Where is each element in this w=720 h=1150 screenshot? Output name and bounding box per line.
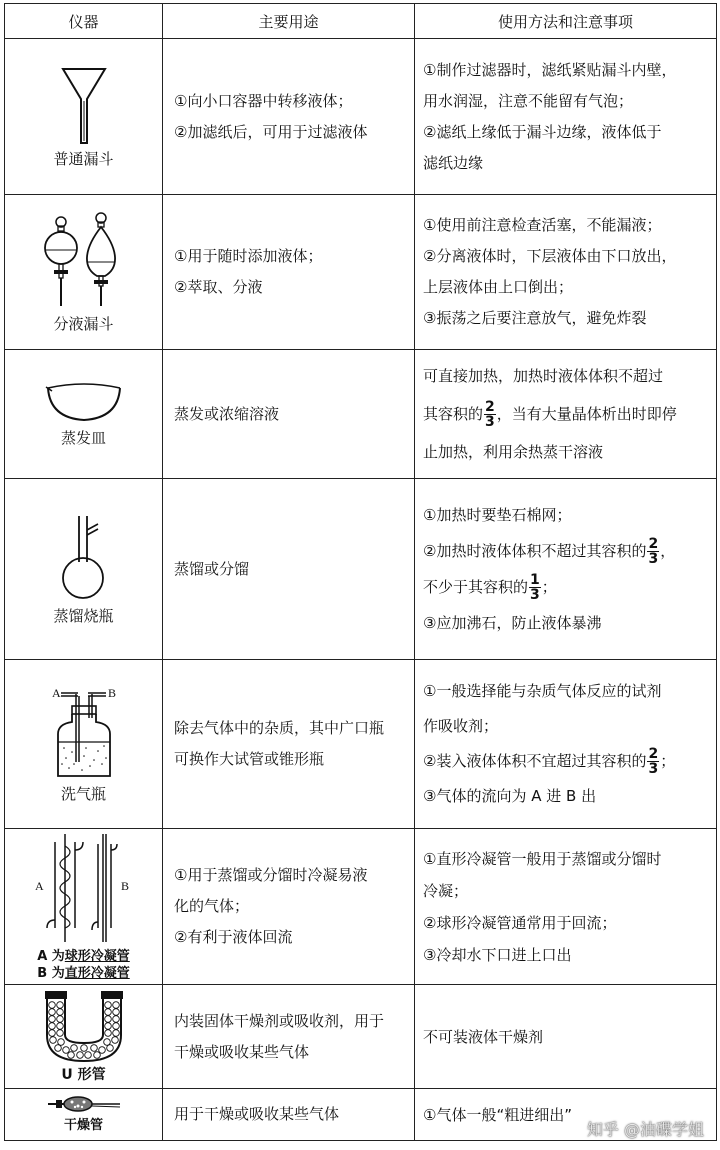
- use-cell: 蒸馏或分馏: [163, 479, 415, 660]
- table-row: [5, 195, 717, 350]
- instrument-name: B 为直形冷凝管: [37, 965, 130, 981]
- u-tube-icon: [39, 989, 129, 1063]
- header-row: [5, 4, 717, 39]
- svg-text:A: A: [34, 878, 44, 893]
- note-cell: ①气体一般“粗进细出”: [415, 1089, 717, 1141]
- funnel-icon: [59, 65, 109, 145]
- drying-tube-icon: [44, 1095, 124, 1117]
- watermark: 知乎 @油碟学姐: [586, 1120, 704, 1139]
- use-cell: ①用于随时添加液体； ②萃取、分液: [163, 195, 415, 350]
- fraction: $\frac{2}{3}$: [485, 399, 495, 430]
- table-row: [5, 660, 717, 829]
- note-cell: ①制作过滤器时，滤纸紧贴漏斗内壁， 用水润湿，注意不能留有气泡； ②滤纸上缘低于漏斗边缘，液体低于 滤纸边缘: [415, 39, 717, 195]
- instrument-name: 蒸馏烧瓶: [53, 607, 114, 625]
- distillation-flask-icon: [54, 512, 114, 602]
- table-row: [5, 39, 717, 195]
- instrument-name: A 为球形冷凝管: [37, 948, 130, 964]
- instrument-cell: [5, 829, 163, 985]
- table-row: [5, 350, 717, 479]
- table-row: [5, 479, 717, 660]
- use-cell: ①用于蒸馏或分馏时冷凝易液 化的气体； ②有利于液体回流: [163, 829, 415, 985]
- instrument-cell: [5, 39, 163, 195]
- instrument-cell: [5, 195, 163, 350]
- fraction: $\frac{2}{3}$: [648, 536, 659, 567]
- note-cell: 可直接加热，加热时液体体积不超过 其容积的 $\frac{2}{3}$ ，当有大量晶体析出时即停 止加热，利用余热蒸干溶液: [415, 350, 717, 479]
- instrument-table: [4, 3, 717, 1141]
- table-row: [5, 985, 717, 1089]
- instrument-name: U 形管: [61, 1067, 106, 1083]
- use-cell: 内装固体干燥剂或吸收剂，用于 干燥或吸收某些气体: [163, 985, 415, 1089]
- note-cell: ①加热时要垫石棉网； ②加热时液体体积不超过其容积的 $\frac{2}{3}$ ， 不少于其容积的 $\frac{1}{3}$ ； ③应加沸石，防止液体暴沸: [415, 479, 717, 660]
- use-cell: 蒸发或浓缩溶液: [163, 350, 415, 479]
- instrument-cell: [5, 350, 163, 479]
- instrument-name: 干燥管: [63, 1118, 103, 1133]
- instrument-cell: [5, 1089, 163, 1141]
- instrument-name: 分液漏斗: [53, 315, 114, 333]
- instrument-cell: [5, 660, 163, 829]
- instrument-name: 普通漏斗: [53, 149, 114, 168]
- fraction: $\frac{2}{3}$: [648, 746, 659, 777]
- use-cell: 除去气体中的杂质，其中广口瓶 可换作大试管或锥形瓶: [163, 660, 415, 829]
- note-cell: 不可装液体干燥剂: [415, 985, 717, 1089]
- header-main-use: 主要用途: [163, 4, 415, 39]
- separatory-funnel-icon: [39, 210, 129, 310]
- header-instrument: 仪器: [5, 4, 163, 39]
- use-cell: ①向小口容器中转移液体； ②加滤纸后，可用于过滤液体: [163, 39, 415, 195]
- evaporating-dish-icon: [44, 380, 124, 424]
- instrument-name: 蒸发皿: [60, 429, 106, 447]
- instrument-name: 洗气瓶: [60, 785, 106, 803]
- note-cell: ①使用前注意检查活塞，不能漏液； ②分离液体时，下层液体由下口放出， 上层液体由上口倒出； ③振荡之后要注意放气，避免炸裂: [415, 195, 717, 350]
- svg-text:B: B: [107, 686, 116, 700]
- header-usage-notes: 使用方法和注意事项: [415, 4, 717, 39]
- svg-text:A: A: [51, 686, 61, 700]
- instrument-cell: [5, 985, 163, 1089]
- instrument-cell: [5, 479, 163, 660]
- table-row: [5, 829, 717, 985]
- condenser-icon: [29, 832, 139, 944]
- note-cell: ①一般选择能与杂质气体反应的试剂 作吸收剂； ②装入液体体积不宜超过其容积的 $\frac{2}{3}$ ； ③气体的流向为 A 进 B 出: [415, 660, 717, 829]
- use-cell: 用于干燥或吸收某些气体: [163, 1089, 415, 1141]
- note-cell: ①直形冷凝管一般用于蒸馏或分馏时 冷凝； ②球形冷凝管通常用于回流； ③冷却水下口进上口出: [415, 829, 717, 985]
- fraction: $\frac{1}{3}$: [530, 572, 540, 603]
- svg-text:B: B: [120, 878, 129, 893]
- gas-washing-bottle-icon: [44, 684, 124, 780]
